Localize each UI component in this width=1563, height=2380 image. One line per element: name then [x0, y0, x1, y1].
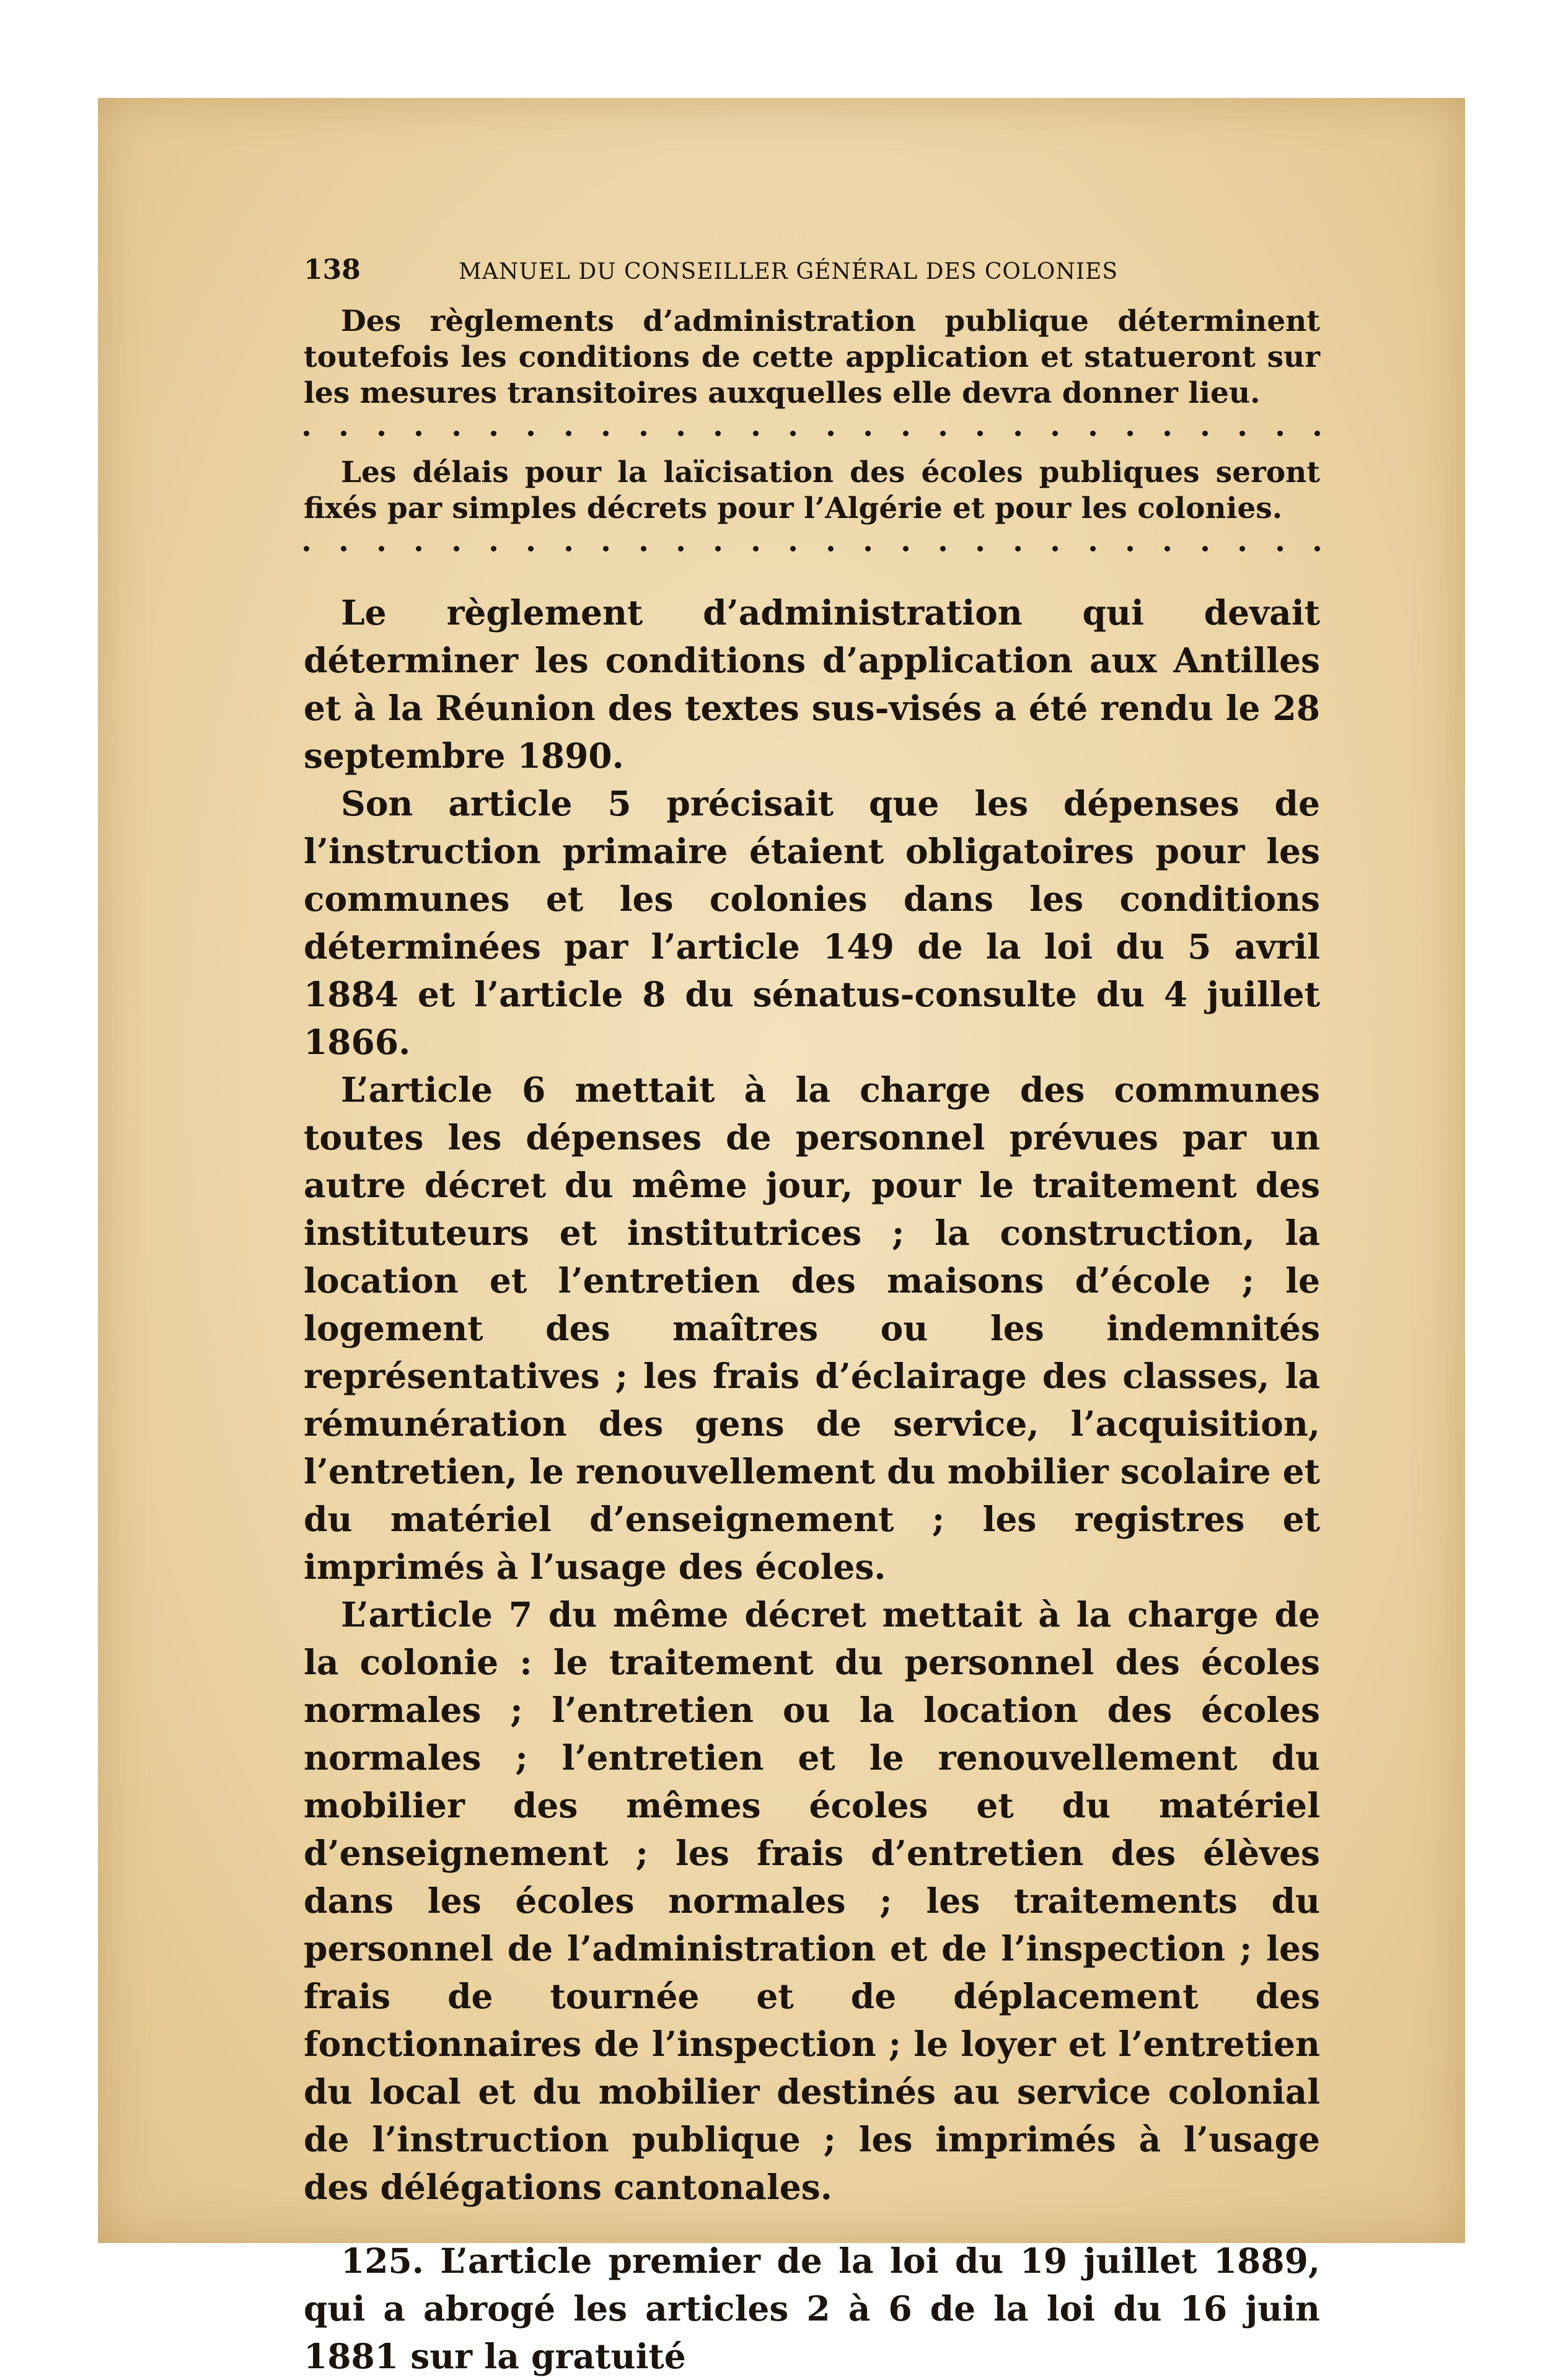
- quote-paragraph-1: Des règlements d’administration publique déterminent toutefois les conditions de cette application et statueront sur les mesures transitoires auxquelles elle devra donner lieu.: [304, 304, 1320, 410]
- quote-paragraph-2: Les délais pour la laïcisation des écoles publiques seront fixés par simples décrets pour l’Algérie et pour les colonies.: [304, 455, 1320, 525]
- text-block: [304, 254, 1320, 2380]
- page-number: 138: [304, 254, 361, 286]
- body-paragraph-2: Son article 5 précisait que les dépenses de l’instruction primaire étaient obligatoires pour les communes et les colonies dans les conditions déterminées par l’article 149 de la loi du 5 avril 1884 et l’article 8 du sénatus-consulte du 4 juillet 1866.: [304, 783, 1320, 1062]
- body-paragraph-1: Le règlement d’administration qui devait déterminer les conditions d’application aux Antilles et à la Réunion des textes sus-visés a été rendu le 28 septembre 1890.: [304, 592, 1320, 776]
- running-head: [304, 254, 1320, 304]
- body-text: [304, 589, 1320, 2380]
- section-125-paragraph: 125. L’article premier de la loi du 19 juillet 1889, qui a abrogé les articles 2 à 6 de la loi du 16 juin 1881 sur la gratuité: [304, 2241, 1320, 2376]
- body-paragraph-4: L’article 7 du même décret mettait à la charge de la colonie : le traitement du personnel des écoles normales ; l’entretien ou la location des écoles normales ; l’entretien et le renouvellement du mobilier des mêmes écoles et du matériel d’enseignement ; les frais d’entretien des élèves dans les écoles normales ; les traitements du personnel de l’administration et de l’inspection ; les frais de tournée et de déplacement des fonctionnaires de l’inspection ; le loyer et l’entretien du local et du mobilier destinés au service colonial de l’instruction publique ; les imprimés à l’usage des délégations cantonales.: [304, 1594, 1320, 2207]
- running-title: MANUEL DU CONSEILLER GÉNÉRAL DES COLONIES: [459, 259, 1118, 284]
- body-paragraph-3: L’article 6 mettait à la charge des communes toutes les dépenses de personnel prévues par un autre décret du même jour, pour le traitement des instituteurs et institutrices ; la construction, la location et l’entretien des maisons d’école ; le logement des maîtres ou les indemnités représentatives ; les frais d’éclairage des classes, la rémunération des gens de service, l’acquisition, l’entretien, le renouvellement du mobilier scolaire et du matériel d’enseignement ; les registres et imprimés à l’usage des écoles.: [304, 1069, 1320, 1587]
- ellipsis-line-1: [304, 411, 1320, 455]
- ellipsis-line-2: [304, 527, 1320, 570]
- quoted-text: [304, 304, 1320, 570]
